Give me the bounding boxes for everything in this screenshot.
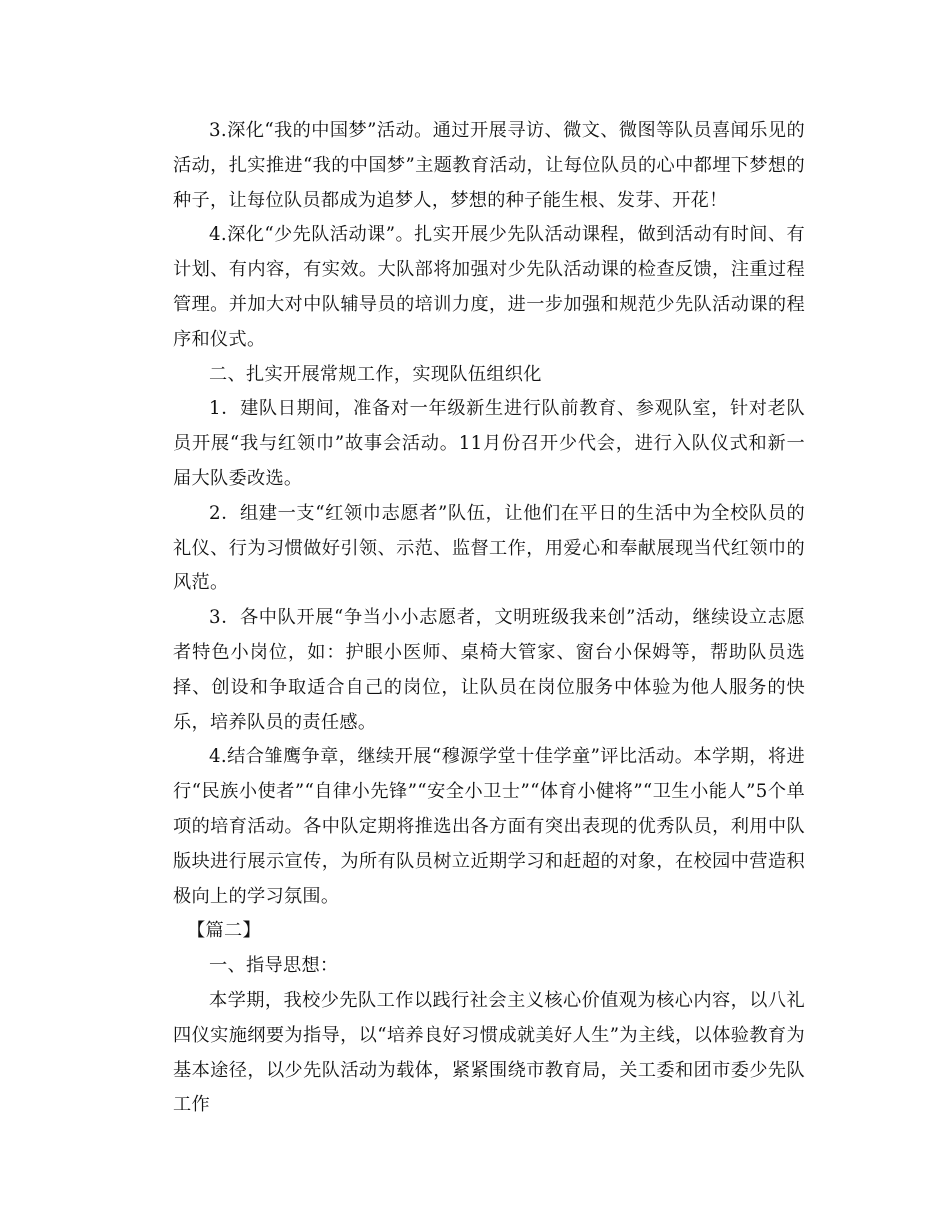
paragraph-little-volunteers: 3．各中队开展“争当小小志愿者，文明班级我来创”活动，继续设立志愿者特色小岗位，如：护眼小医师、桌椅大管家、窗台小保姆等，帮助队员选择、创设和争取适合自己的岗位，让队员在岗位服务中体验为他人服务的快乐，培养队员的责任感。	[173, 607, 805, 733]
section-heading-guiding-thought: 一、指导思想：	[209, 955, 339, 977]
part-heading-chapter-two: 【篇二】	[187, 920, 261, 942]
paragraph-deepen-activity-course: 4.深化“少先队活动课”。扎实开展少先队活动课程，做到活动有时间、有计划、有内容，有实效。大队部将加强对少先队活动课的检查反馈，注重过程管理。并加大对中队辅导员的培训力度，进一步加强和规范少先队活动课的程序和仪式。	[173, 224, 805, 350]
paragraph-eagle-badges: 4.结合雏鹰争章，继续开展“穆源学堂十佳学童”评比活动。本学期，将进行“民族小使者”“自律小先锋”“安全小卫士”“体育小健将”“卫生小能人”5个单项的培育活动。各中队定期将推选出各方面有突出表现的优秀队员，利用中队版块进行展示宣传，为所有队员树立近期学习和赶超的对象，在校园中营造积极向上的学习氛围。	[173, 746, 805, 907]
section-heading-routine-work: 二、扎实开展常规工作，实现队伍组织化	[209, 363, 542, 385]
paragraph-this-semester: 本学期，我校少先队工作以践行社会主义核心价值观为核心内容，以八礼四仪实施纲要为指导，以“培养良好习惯成就美好人生”为主线，以体验教育为基本途径，以少先队活动为载体，紧紧围绕市教育局，关工委和团市委少先队工作	[173, 989, 805, 1116]
paragraph-team-founding-day: 1．建队日期间，准备对一年级新生进行队前教育、参观队室，针对老队员开展“我与红领巾”故事会活动。11月份召开少代会，进行入队仪式和新一届大队委改选。	[173, 398, 805, 489]
document-body	[173, 114, 805, 1123]
paragraph-volunteer-team: 2．组建一支“红领巾志愿者”队伍，让他们在平日的生活中为全校队员的礼仪、行为习惯做好引领、示范、监督工作，用爱心和奉献展现当代红领巾的风范。	[173, 502, 805, 594]
paragraph-deepen-chinese-dream: 3.深化“我的中国梦”活动。通过开展寻访、微文、微图等队员喜闻乐见的活动，扎实推进“我的中国梦”主题教育活动，让每位队员的心中都埋下梦想的种子，让每位队员都成为追梦人，梦想的种子能生根、发芽、开花！	[173, 120, 805, 211]
